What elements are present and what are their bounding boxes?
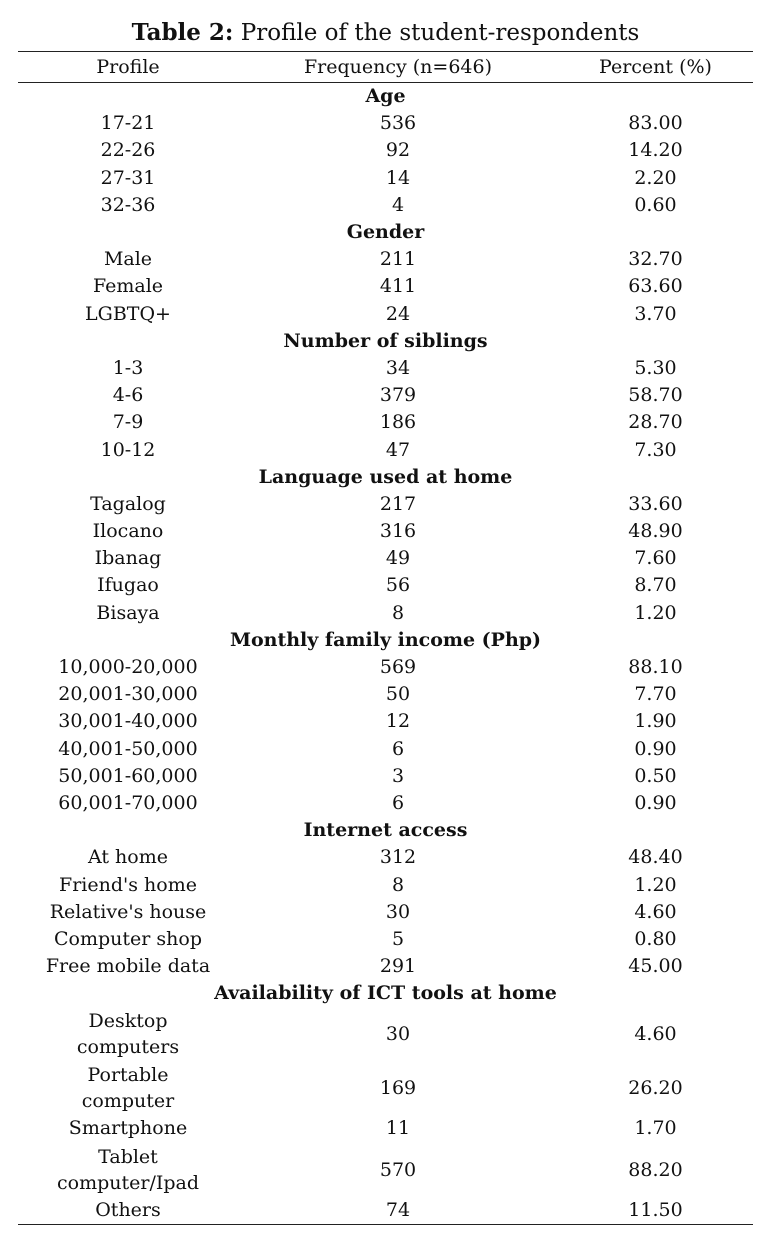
row-frequency-cell: 49: [385, 547, 411, 570]
row-percent-cell: 0.90: [634, 737, 677, 760]
row-frequency-cell: 4: [391, 193, 405, 216]
row-percent-cell: 1.20: [634, 601, 677, 624]
table-body: [18, 83, 753, 1225]
column-header-profile: Profile: [18, 52, 238, 83]
row-frequency-cell: 536: [379, 112, 417, 135]
row-frequency-cell: 11: [385, 1117, 411, 1140]
row-profile-cell: LGBTQ+: [85, 302, 171, 325]
row-profile-cell: Ifugao: [97, 574, 159, 597]
section-header-row: [18, 328, 753, 355]
table-row: [18, 491, 753, 518]
table-caption-text: Profile of the student-respondents: [233, 20, 640, 46]
table-row: [18, 518, 753, 545]
row-frequency-cell: 316: [379, 520, 417, 543]
row-percent-cell: 5.30: [634, 356, 677, 379]
row-percent-cell: 7.60: [634, 547, 677, 570]
row-percent-cell: 45.00: [628, 955, 683, 978]
section-header-row: [18, 219, 753, 246]
table-row: [18, 301, 753, 328]
section-title: Age: [365, 85, 406, 108]
section-header-row: [18, 464, 753, 491]
row-percent-cell: 48.40: [628, 846, 683, 869]
table-caption: [0, 18, 771, 48]
row-profile-cell: Ibanag: [94, 547, 162, 570]
table-row: [18, 1115, 753, 1142]
table-caption-label: Table 2:: [131, 19, 234, 46]
section-header-row: [18, 817, 753, 844]
table-row: [18, 1143, 753, 1197]
table-row: [18, 844, 753, 871]
table-row: [18, 871, 753, 898]
row-frequency-cell: 5: [391, 927, 405, 950]
row-profile-cell: Male: [103, 248, 153, 271]
section-title: Number of siblings: [283, 329, 488, 352]
table-row: [18, 355, 753, 382]
table-row: [18, 790, 753, 817]
row-profile-cell: 40,001-50,000: [58, 737, 198, 760]
row-percent-cell: 3.70: [634, 302, 677, 325]
row-frequency-cell: 312: [379, 846, 417, 869]
row-percent-cell: 88.20: [628, 1158, 683, 1181]
column-header-percent: Percent (%): [558, 52, 753, 83]
section-header-row: [18, 83, 753, 111]
row-percent-cell: 0.60: [634, 193, 677, 216]
row-percent-cell: 0.50: [634, 764, 677, 787]
row-profile-cell: Others: [18, 1197, 238, 1225]
row-frequency-cell: 8: [391, 601, 405, 624]
table-row: [18, 926, 753, 953]
row-frequency-cell: 411: [379, 275, 417, 298]
row-percent-cell: 7.30: [634, 438, 677, 461]
section-title: Monthly family income (Php): [229, 628, 542, 651]
row-percent-cell: 0.80: [634, 927, 677, 950]
row-percent-cell: 83.00: [628, 112, 683, 135]
row-frequency-cell: 30: [385, 1023, 411, 1046]
table-row: [18, 110, 753, 137]
row-profile-cell: 17-21: [100, 112, 156, 135]
row-percent-cell: 1.70: [634, 1117, 677, 1140]
row-frequency-cell: 30: [385, 900, 411, 923]
row-percent-cell: 8.70: [634, 574, 677, 597]
row-profile-cell: 27-31: [100, 166, 156, 189]
row-profile-cell: Computer shop: [54, 927, 202, 950]
row-profile-cell: Smartphone: [68, 1117, 188, 1140]
row-profile-cell: Tablet computer/Ipad: [56, 1145, 200, 1194]
row-profile-cell: Tagalog: [90, 492, 166, 515]
column-header-frequency: Frequency (n=646): [238, 52, 558, 83]
row-percent-cell: 28.70: [628, 411, 683, 434]
row-percent-cell: 7.70: [634, 683, 677, 706]
table-row: [18, 137, 753, 164]
row-frequency-cell: 169: [379, 1077, 417, 1100]
row-profile-cell: Bisaya: [96, 601, 160, 624]
row-profile-cell: 7-9: [112, 411, 144, 434]
table-row: [18, 409, 753, 436]
row-percent-cell: 1.90: [634, 710, 677, 733]
row-percent-cell: 33.60: [628, 492, 683, 515]
row-profile-cell: 32-36: [100, 193, 156, 216]
section-title: Gender: [346, 221, 425, 244]
table-header-row: [18, 52, 753, 83]
row-frequency-cell: 12: [385, 710, 411, 733]
row-profile-cell: Free mobile data: [45, 955, 211, 978]
row-frequency-cell: 217: [379, 492, 417, 515]
row-percent-cell: 14.20: [628, 139, 683, 162]
table-row: [18, 545, 753, 572]
row-frequency-cell: 50: [385, 683, 411, 706]
table-row: [18, 192, 753, 219]
row-frequency-cell: 569: [379, 656, 417, 679]
row-profile-cell: Female: [92, 275, 164, 298]
table-row: [18, 654, 753, 681]
row-profile-cell: 50,001-60,000: [58, 764, 198, 787]
row-frequency-cell: 34: [385, 356, 411, 379]
table-row: [18, 681, 753, 708]
table-row: [18, 763, 753, 790]
row-profile-cell: 1-3: [112, 356, 144, 379]
row-frequency-cell: 47: [385, 438, 411, 461]
row-percent-cell: 63.60: [628, 275, 683, 298]
row-percent-cell: 48.90: [628, 520, 683, 543]
row-frequency-cell: 379: [379, 384, 417, 407]
row-frequency-cell: 8: [391, 873, 405, 896]
row-profile-cell: Friend's home: [59, 873, 197, 896]
row-percent-cell: 0.90: [634, 791, 677, 814]
row-percent-cell: 4.60: [634, 1023, 677, 1046]
row-profile-cell: 10-12: [100, 438, 156, 461]
table-row: [18, 572, 753, 599]
row-frequency-cell: 186: [379, 411, 417, 434]
row-frequency-cell: 24: [385, 302, 411, 325]
table-row: [18, 953, 753, 980]
row-percent-cell: 4.60: [634, 900, 677, 923]
section-title: Availability of ICT tools at home: [214, 982, 557, 1005]
section-title: Internet access: [303, 819, 468, 842]
row-percent-cell: 11.50: [558, 1197, 753, 1225]
row-frequency-cell: 570: [379, 1158, 417, 1181]
row-profile-cell: Ilocano: [92, 520, 164, 543]
row-percent-cell: 88.10: [628, 656, 683, 679]
row-frequency-cell: 6: [391, 791, 405, 814]
row-percent-cell: 1.20: [634, 873, 677, 896]
row-profile-cell: 60,001-70,000: [58, 791, 198, 814]
row-profile-cell: 22-26: [100, 139, 156, 162]
row-frequency-cell: 211: [379, 248, 417, 271]
table-row: [18, 246, 753, 273]
row-percent-cell: 32.70: [628, 248, 683, 271]
row-profile-cell: Portable computer: [81, 1064, 175, 1113]
row-frequency-cell: 291: [379, 955, 417, 978]
row-percent-cell: 26.20: [628, 1077, 683, 1100]
table-row: [18, 1007, 753, 1061]
row-profile-cell: Relative's house: [49, 900, 207, 923]
row-profile-cell: Desktop computers: [76, 1010, 180, 1059]
section-header-row: [18, 627, 753, 654]
table-row: [18, 736, 753, 763]
table-row: [18, 899, 753, 926]
row-profile-cell: 20,001-30,000: [58, 683, 198, 706]
table-row: [18, 382, 753, 409]
row-profile-cell: 30,001-40,000: [58, 710, 198, 733]
row-profile-cell: At home: [88, 846, 168, 869]
row-frequency-cell: 92: [385, 139, 411, 162]
profile-table: [18, 51, 753, 1225]
section-title: Language used at home: [258, 465, 513, 488]
table-row: [18, 1061, 753, 1115]
table-row: [18, 708, 753, 735]
table-row: [18, 273, 753, 300]
row-percent-cell: 2.20: [634, 166, 677, 189]
row-frequency-cell: 14: [385, 166, 411, 189]
row-frequency-cell: 74: [238, 1197, 558, 1225]
table-row: [18, 436, 753, 463]
row-frequency-cell: 3: [391, 764, 405, 787]
row-profile-cell: 10,000-20,000: [58, 656, 198, 679]
table-row: [18, 1197, 753, 1225]
table-row: [18, 600, 753, 627]
section-header-row: [18, 980, 753, 1007]
table-row: [18, 165, 753, 192]
row-frequency-cell: 56: [385, 574, 411, 597]
row-frequency-cell: 6: [391, 737, 405, 760]
row-profile-cell: 4-6: [112, 384, 144, 407]
row-percent-cell: 58.70: [628, 384, 683, 407]
